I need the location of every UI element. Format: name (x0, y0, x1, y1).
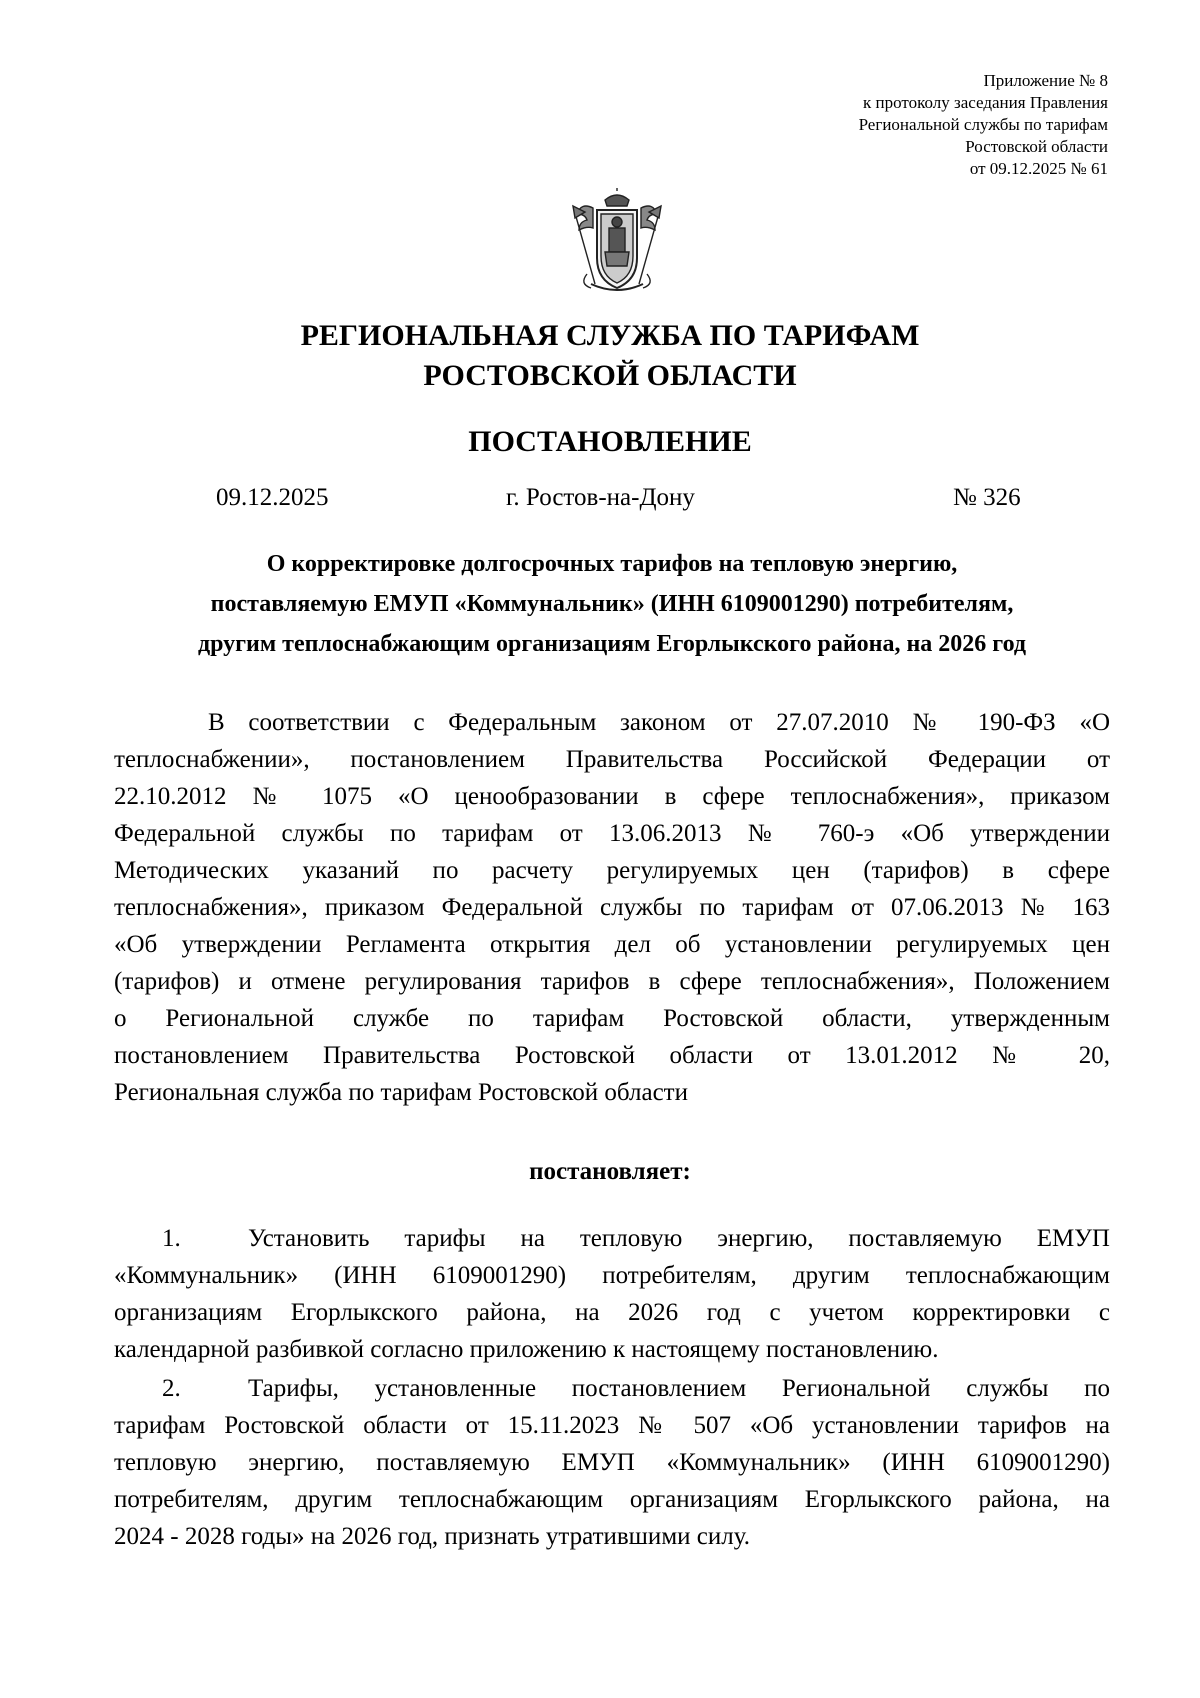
appendix-line: Региональной службы по тарифам (858, 115, 1108, 134)
clause-text: Тарифы, установленные постановлением Региональной службы по (248, 1375, 1110, 1402)
document-subject (114, 544, 1110, 664)
clause-number: 1. (162, 1225, 181, 1252)
preamble-line: постановлением Правительства Ростовской области от 13.01.2012 № 20, (114, 1042, 1110, 1069)
subject-line: О корректировке долгосрочных тарифов на тепловую энергию, (266, 551, 958, 577)
rostov-oblast-coat-of-arms-icon (565, 188, 669, 294)
preamble-paragraph (114, 704, 1110, 1111)
preamble-line: теплоснабжении», постановлением Правительства Российской Федерации от (114, 746, 1110, 773)
document-number: № 326 (953, 484, 1021, 511)
preamble-line: Федеральной службы по тарифам от 13.06.2013 № 760-э «Об утверждении (114, 820, 1110, 847)
decree-word: постановляет: (529, 1158, 691, 1185)
appendix-line: от 09.12.2025 № 61 (969, 159, 1108, 178)
preamble-line: Региональная служба по тарифам Ростовской области (114, 1079, 688, 1106)
preamble-line: 22.10.2012 № 1075 «О ценообразовании в сфере теплоснабжения», приказом (114, 783, 1110, 810)
clause-number: 2. (162, 1375, 181, 1402)
org-line: РОСТОВСКОЙ ОБЛАСТИ (423, 359, 797, 392)
clause-2 (114, 1370, 1110, 1555)
preamble-line: Методических указаний по расчету регулируемых цен (тарифов) в сфере (114, 857, 1110, 884)
clause-line: тепловую энергию, поставляемую ЕМУП «Коммунальник» (ИНН 6109001290) (114, 1449, 1110, 1476)
preamble-line: В соответствии с Федеральным законом от 27.07.2010 № 190-ФЗ «О (208, 709, 1110, 736)
clause-line: тарифам Ростовской области от 15.11.2023 № 507 «Об установлении тарифов на (114, 1412, 1110, 1439)
clause-line: «Коммунальник» (ИНН 6109001290) потребителям, другим теплоснабжающим (114, 1262, 1110, 1289)
appendix-note (859, 70, 1108, 180)
subject-line: поставляемую ЕМУП «Коммунальник» (ИНН 6109001290) потребителям, (210, 591, 1014, 617)
clause-line: календарной разбивкой согласно приложению к настоящему постановлению. (114, 1336, 939, 1363)
preamble-line: о Региональной службе по тарифам Ростовской области, утвержденным (114, 1005, 1110, 1032)
clause-1 (114, 1220, 1110, 1368)
document-city: г. Ростов-на-Дону (506, 484, 695, 511)
appendix-line: Ростовской области (965, 137, 1108, 156)
clause-line: организациям Егорлыкского района, на 2026 год с учетом корректировки с (114, 1299, 1110, 1326)
org-line: РЕГИОНАЛЬНАЯ СЛУЖБА ПО ТАРИФАМ (300, 319, 920, 352)
document-type: ПОСТАНОВЛЕНИЕ (468, 425, 752, 458)
organization-name (0, 316, 1200, 396)
appendix-line: к протоколу заседания Правления (863, 93, 1108, 112)
document-date: 09.12.2025 (216, 484, 329, 511)
clause-text: Установить тарифы на тепловую энергию, поставляемую ЕМУП (248, 1225, 1110, 1252)
preamble-line: теплоснабжения», приказом Федеральной службы по тарифам от 07.06.2013 № 163 (114, 894, 1110, 921)
clause-line: потребителям, другим теплоснабжающим организациям Егорлыкского района, на (114, 1486, 1110, 1513)
preamble-line: «Об утверждении Регламента открытия дел об установлении регулируемых цен (114, 931, 1110, 958)
appendix-line: Приложение № 8 (983, 71, 1108, 90)
subject-line: другим теплоснабжающим организациям Егорлыкского района, на 2026 год (197, 631, 1027, 657)
clause-line (114, 1370, 1110, 1407)
preamble-line: (тарифов) и отмене регулирования тарифов в сфере теплоснабжения», Положением (114, 968, 1110, 995)
clause-line (114, 1220, 1110, 1257)
clause-line: 2024 - 2028 годы» на 2026 год, признать утратившими силу. (114, 1523, 750, 1550)
